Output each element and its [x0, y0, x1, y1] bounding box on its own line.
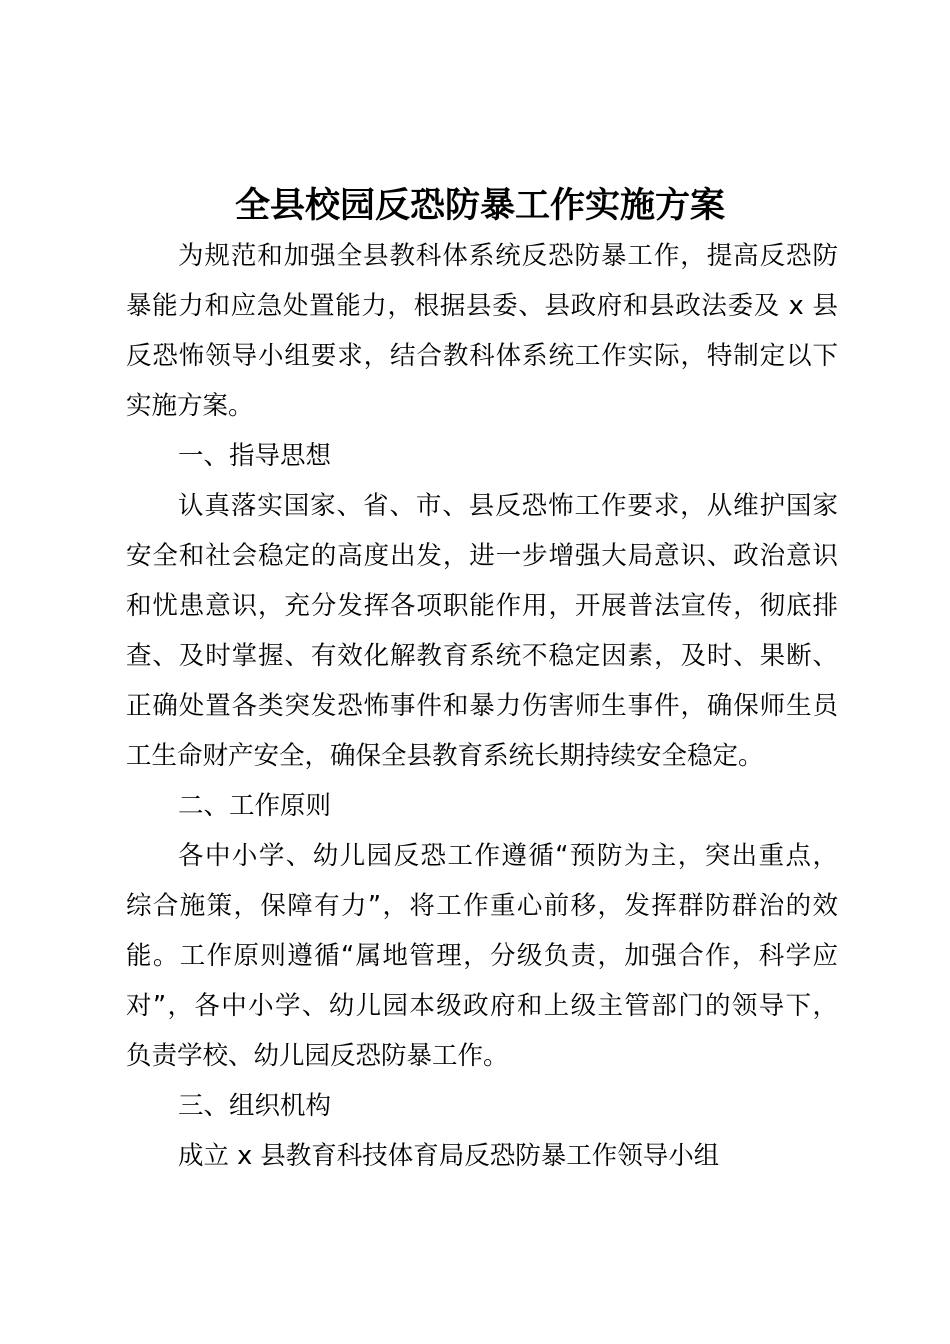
paragraph-line: 查、及时掌握、有效化解教育系统不稳定因素，及时、果断、 — [126, 641, 838, 671]
section-heading: 三、组织机构 — [178, 1091, 332, 1121]
paragraph-line: 反恐怖领导小组要求，结合教科体系统工作实际，特制定以下 — [126, 341, 838, 371]
paragraph-line: 认真落实国家、省、市、县反恐怖工作要求，从维护国家 — [178, 491, 838, 521]
paragraph-line: 各中小学、幼儿园反恐工作遵循“预防为主，突出重点， — [178, 841, 838, 871]
paragraph-line: 能。工作原则遵循“属地管理，分级负责，加强合作，科学应 — [126, 941, 838, 971]
paragraph-line: 为规范和加强全县教科体系统反恐防暴工作，提高反恐防 — [178, 241, 838, 271]
paragraph-line: 安全和社会稳定的高度出发，进一步增强大局意识、政治意识 — [126, 541, 838, 571]
document-title: 全县校园反恐防暴工作实施方案 — [234, 186, 725, 226]
paragraph-line: 综合施策，保障有力”，将工作重心前移，发挥群防群治的效 — [126, 891, 838, 921]
paragraph-line: 对”，各中小学、幼儿园本级政府和上级主管部门的领导下， — [126, 991, 838, 1021]
section-heading: 一、指导思想 — [178, 441, 332, 471]
paragraph-line: 成立 x 县教育科技体育局反恐防暴工作领导小组 — [178, 1141, 720, 1171]
paragraph-line: 正确处置各类突发恐怖事件和暴力伤害师生事件，确保师生员 — [126, 691, 838, 721]
paragraph-line: 和忧患意识，充分发挥各项职能作用，开展普法宣传，彻底排 — [126, 591, 838, 621]
paragraph-line: 实施方案。 — [126, 391, 254, 421]
document-body — [126, 231, 838, 1181]
section-heading: 二、工作原则 — [178, 791, 332, 821]
paragraph-line: 暴能力和应急处置能力，根据县委、县政府和县政法委及 x 县 — [126, 291, 838, 321]
paragraph-line: 工生命财产安全，确保全县教育系统长期持续安全稳定。 — [126, 741, 764, 771]
paragraph-line: 负责学校、幼儿园反恐防暴工作。 — [126, 1041, 509, 1071]
